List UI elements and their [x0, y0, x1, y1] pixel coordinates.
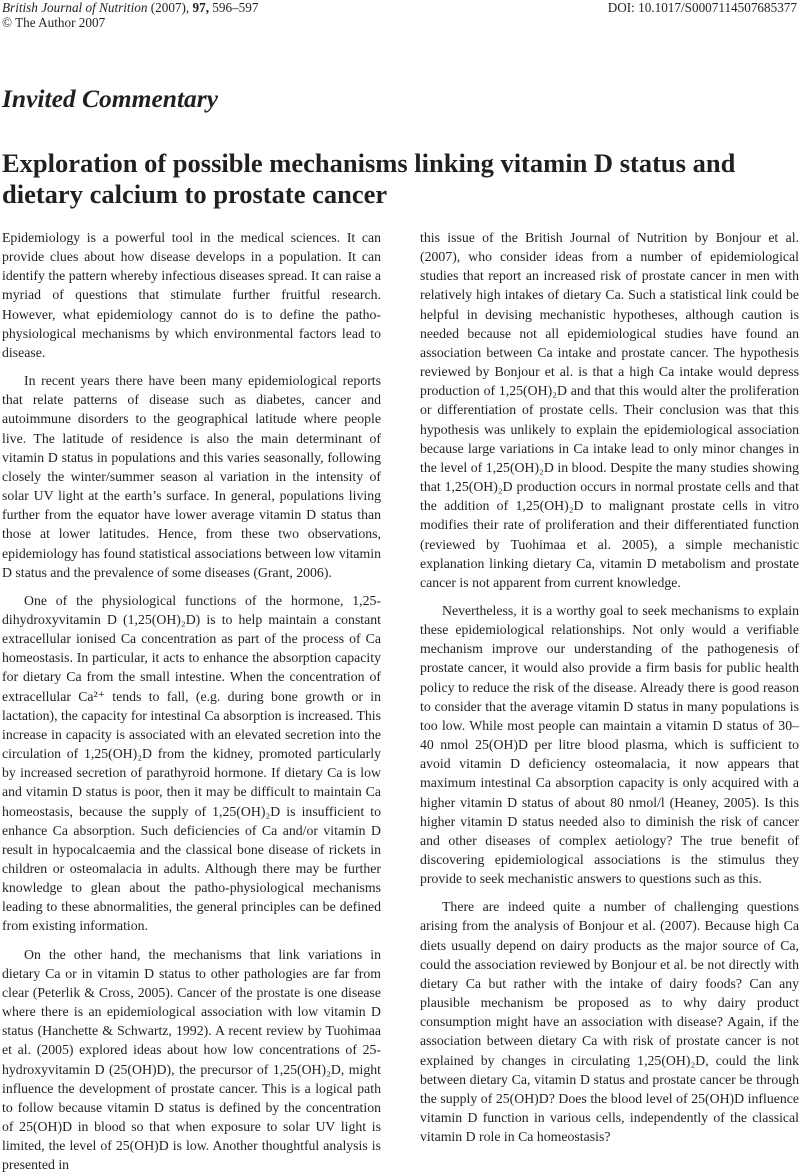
paragraph: There are indeed quite a number of challenging questions arising from the analysis of Bonjour et al. (2007). Because high Ca diets usually depend on dairy products as the major source of Ca, could the association reviewed by Bonjour et al. be not directly with dietary Ca but rather with the intake of dairy foods? Can any plausible mechanism be proposed as to why dairy product consumption might have an association with disease? Again, if the association between dietary Ca with risk of prostate cancer is not explained by changes in circulating 1,25(OH)₂D, could the link between dietary Ca, vitamin D status and prostate cancer be through the supply of 25(OH)D? Does the blood level of 25(OH)D influence vitamin D function in various cells, independently of the classical vitamin D role in Ca homeostasis? — [420, 899, 799, 1145]
paragraph: this issue of the British Journal of Nutrition by Bonjour et al. (2007), who consider ideas from a number of epidemiological studies that report an increased risk of prostate cancer in men with relatively high intakes of dietary Ca. Such a statistical link could be helpful in devising mechanistic hypotheses, although caution is needed because not all epidemiological studies have found an association between Ca intake and prostate cancer. The hypothesis reviewed by Bonjour et al. is that a high Ca intake would depress production of 1,25(OH)₂D and that this would alter the proliferation or differentiation of prostate cells. Their conclusion was that this hypothesis was unlikely to explain the epidemiological association because large variations in Ca intake lead to only minor changes in the level of 1,25(OH)₂D in blood. Despite the many studies showing that 1,25(OH)₂D production occurs in normal prostate cells and that the addition of 1,25(OH)₂D to malignant prostate cells in vitro modifies their rate of proliferation and their differentiated function (reviewed by Tuohimaa et al. 2005), a simple mechanistic explanation linking dietary Ca, vitamin D metabolism and prostate cancer is not apparent from current knowledge. — [420, 230, 799, 590]
citation-line — [2, 0, 258, 30]
left-column — [2, 228, 381, 1175]
paragraph: Epidemiology is a powerful tool in the medical sciences. It can provide clues about how disease develops in a population. It can identify the pattern whereby infectious diseases spread. It can raise a myriad of questions that stimulate further fruitful research. However, what epidemiology cannot do is to define the patho-physiological mechanisms by which environmental factors lead to disease. — [2, 230, 381, 360]
doi: DOI: 10.1017/S0007114507685377 — [607, 0, 797, 15]
journal-volume: 97, — [192, 0, 209, 15]
copyright-notice: © The Author 2007 — [2, 15, 106, 30]
right-column — [420, 228, 799, 1146]
paragraph: Nevertheless, it is a worthy goal to seek mechanisms to explain these epidemiological relationships. Not only would a verifiable mechanism improve our understanding of the pathogenesis of prostate cancer, it would also provide a firm basis for public health policy to reduce the risk of the disease. Already there is good reason to consider that the average vitamin D status in many populations is too low. While most people can maintain a vitamin D status of 30–40 nmol 25(OH)D per litre blood plasma, which is sufficient to avoid vitamin D deficiency osteomalacia, it now appears that maximum intestinal Ca absorption capacity is only acquired with a higher vitamin D status of about 80 nmol/l (Heaney, 2005). Is this higher vitamin D status needed also to diminish the risk of cancer and other diseases of complex aetiology? The true benefit of discovering epidemiological associations is the stimulus they provide to seek mechanistic answers to questions such as this. — [420, 602, 799, 887]
paragraph: One of the physiological functions of the hormone, 1,25-dihydroxyvitamin D (1,25(OH)₂D) is to help maintain a constant extracellular ionised Ca concentration as part of the process of Ca homeostasis. In particular, it acts to enhance the absorption capacity for dietary Ca from the small intestine. When the concentration of extracellular Ca²⁺ tends to fall, (e.g. during bone growth or in lactation), the capacity for intestinal Ca absorption is increased. This increase in capacity is associated with an elevated secretion into the circulation of 1,25(OH)₂D from the kidney, promoted particularly by increased secretion of parathyroid hormone. If dietary Ca is low and vitamin D status is poor, then it may be difficult to maintain Ca homeostasis, because the supply of 1,25(OH)₂D is insufficient to enhance Ca absorption. Such deficiencies of Ca and/or vitamin D result in hypocalcaemia and the classical bone disease of rickets in children or osteomalacia in adults. Although there may be further knowledge to glean about the patho-physiological mechanisms leading to these abnormalities, the general principles can be defined from existing information. — [2, 592, 381, 934]
journal-pages: 596–597 — [212, 0, 259, 15]
article-title: Exploration of possible mechanisms linking vitamin D status and dietary calcium to prostate cancer — [2, 148, 736, 209]
paragraph: On the other hand, the mechanisms that link variations in dietary Ca or in vitamin D status to other pathologies are far from clear (Peterlik & Cross, 2005). Cancer of the prostate is one disease where there is an epidemiological association with low vitamin D status (Hanchette & Schwartz, 1992). A recent review by Tuohimaa et al. (2005) explored ideas about how low concentrations of 25-hydroxyvitamin D (25(OH)D), the precursor of 1,25(OH)₂D, might influence the development of prostate cancer. This is a logical path to follow because vitamin D status is defined by the concentration of 25(OH)D in blood so that when exposure to solar UV light is limited, the level of 25(OH)D is low. Another thoughtful analysis is presented in — [2, 946, 381, 1173]
paragraph: In recent years there have been many epidemiological reports that relate patterns of disease such as diabetes, cancer and autoimmune disorders to the geographical latitude where people live. The latitude of residence is also the main determinant of vitamin D status in populations and this varies seasonally, following closely the winter/summer season al variation in the intensity of solar UV light at the earth’s surface. In general, populations living further from the equator have lower average vitamin D status than those at lower latitudes. Hence, from these two observations, epidemiology has found statistical associations between low vitamin D status and the prevalence of some diseases (Grant, 2006). — [2, 373, 381, 580]
journal-name: British Journal of Nutrition — [2, 0, 148, 15]
journal-year: (2007), — [150, 0, 190, 15]
section-label: Invited Commentary — [2, 84, 219, 113]
